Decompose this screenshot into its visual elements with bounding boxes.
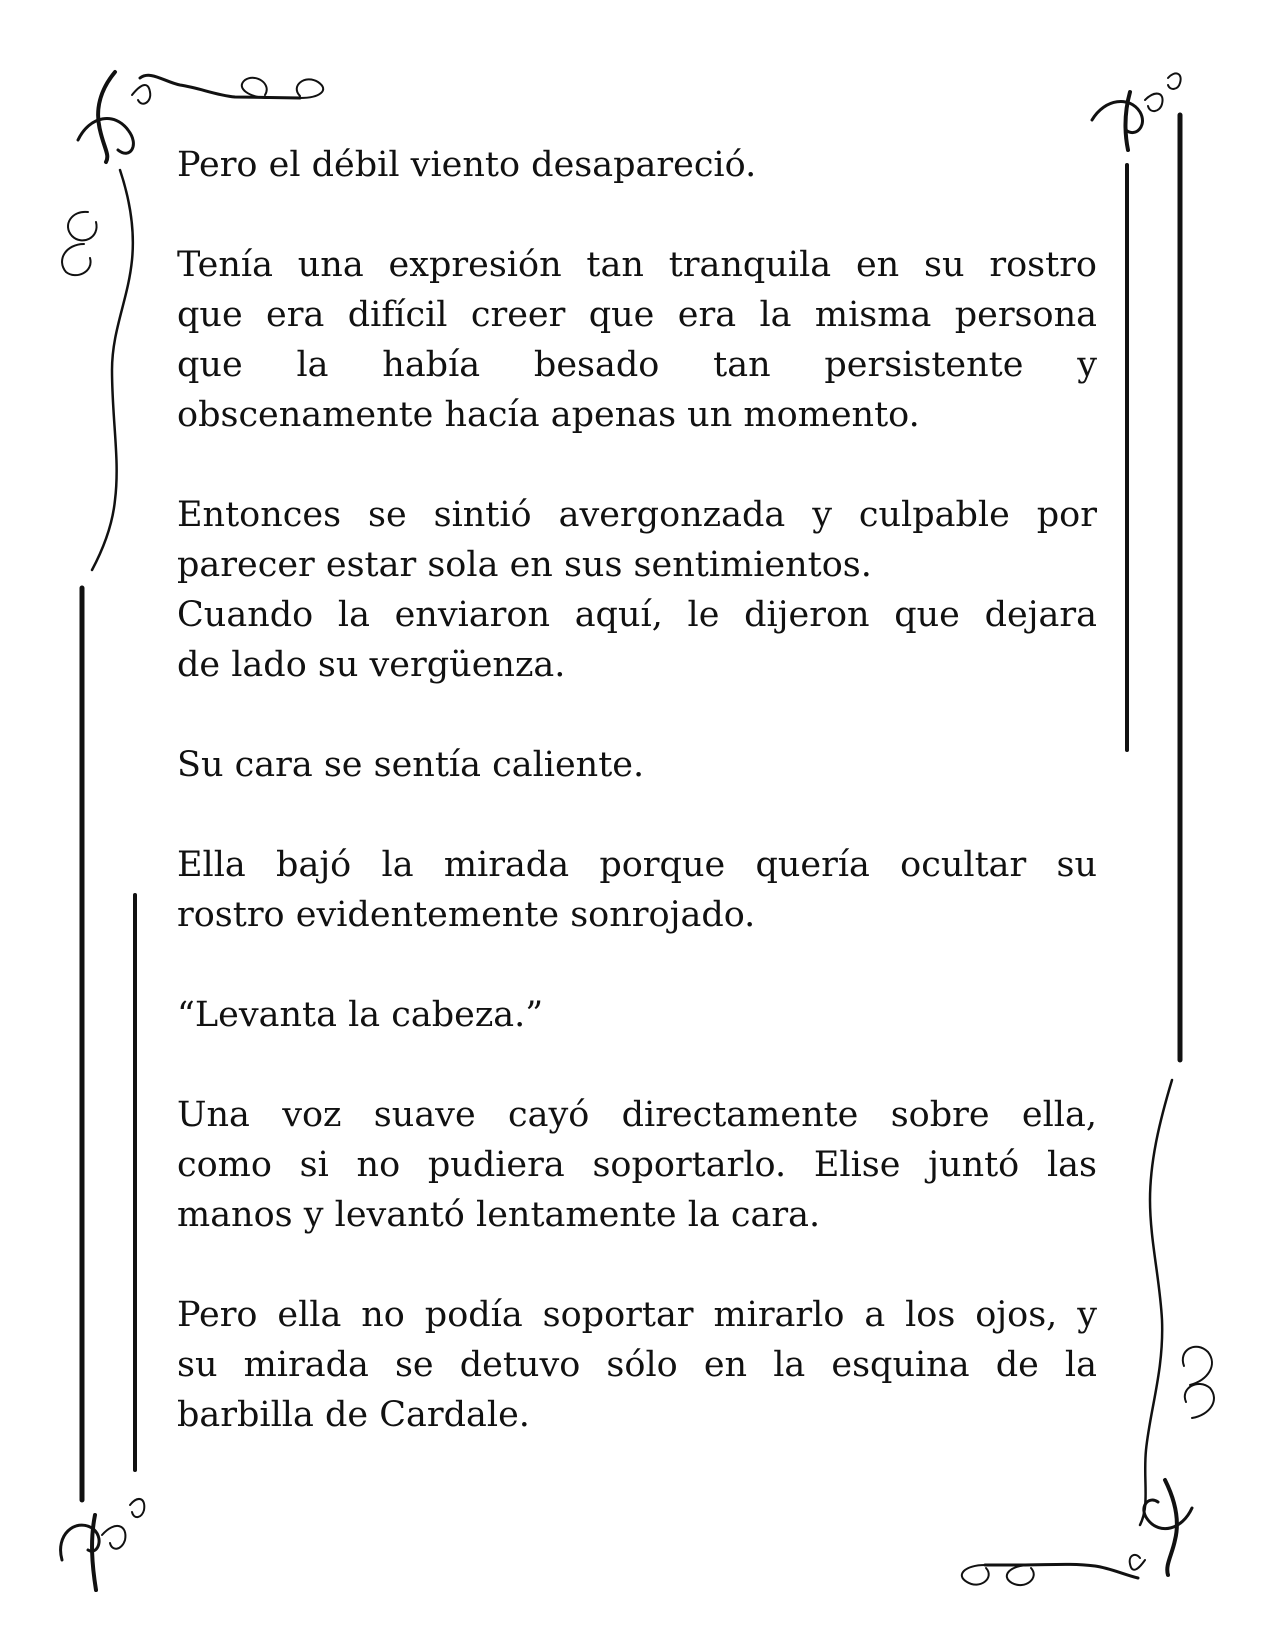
text-line: Cuando la enviaron aquí, le dijeron que dejara (177, 595, 1097, 635)
paragraph (177, 1290, 1097, 1440)
text-line: que era difícil creer que era la misma persona (177, 295, 1097, 335)
text-line: manos y levantó lentamente la cara. (177, 1195, 821, 1235)
paragraph (177, 740, 1097, 790)
paragraph (177, 490, 1097, 690)
text-line: Una voz suave cayó directamente sobre ella, (177, 1095, 1097, 1135)
text-line: parecer estar sola en sus sentimientos. (177, 545, 872, 585)
text-line: Entonces se sintió avergonzada y culpable por (177, 495, 1097, 535)
text-line: Su cara se sentía caliente. (177, 745, 645, 785)
text-line: barbilla de Cardale. (177, 1395, 530, 1435)
text-line: “Levanta la cabeza.” (177, 995, 544, 1035)
text-line: Tenía una expresión tan tranquila en su rostro (177, 245, 1097, 285)
text-line: Ella bajó la mirada porque quería ocultar su (177, 845, 1097, 885)
top-right-flourish-icon (1092, 73, 1181, 150)
paragraph (177, 840, 1097, 940)
text-line: de lado su vergüenza. (177, 645, 566, 685)
text-line: su mirada se detuvo sólo en la esquina de la (177, 1345, 1097, 1385)
paragraph (177, 240, 1097, 440)
text-line: que la había besado tan persistente y (177, 345, 1097, 385)
text-line: Pero ella no podía soportar mirarlo a los ojos, y (177, 1295, 1097, 1335)
text-line: como si no pudiera soportarlo. Elise juntó las (177, 1145, 1097, 1185)
text-line: obscenamente hacía apenas un momento. (177, 395, 920, 435)
paragraph (177, 1090, 1097, 1240)
paragraph (177, 140, 1097, 190)
paragraph (177, 990, 1097, 1040)
text-line: Pero el débil viento desapareció. (177, 145, 757, 185)
bottom-left-flourish-icon (61, 1499, 145, 1590)
page-body (177, 140, 1097, 1490)
text-line: rostro evidentemente sonrojado. (177, 895, 756, 935)
